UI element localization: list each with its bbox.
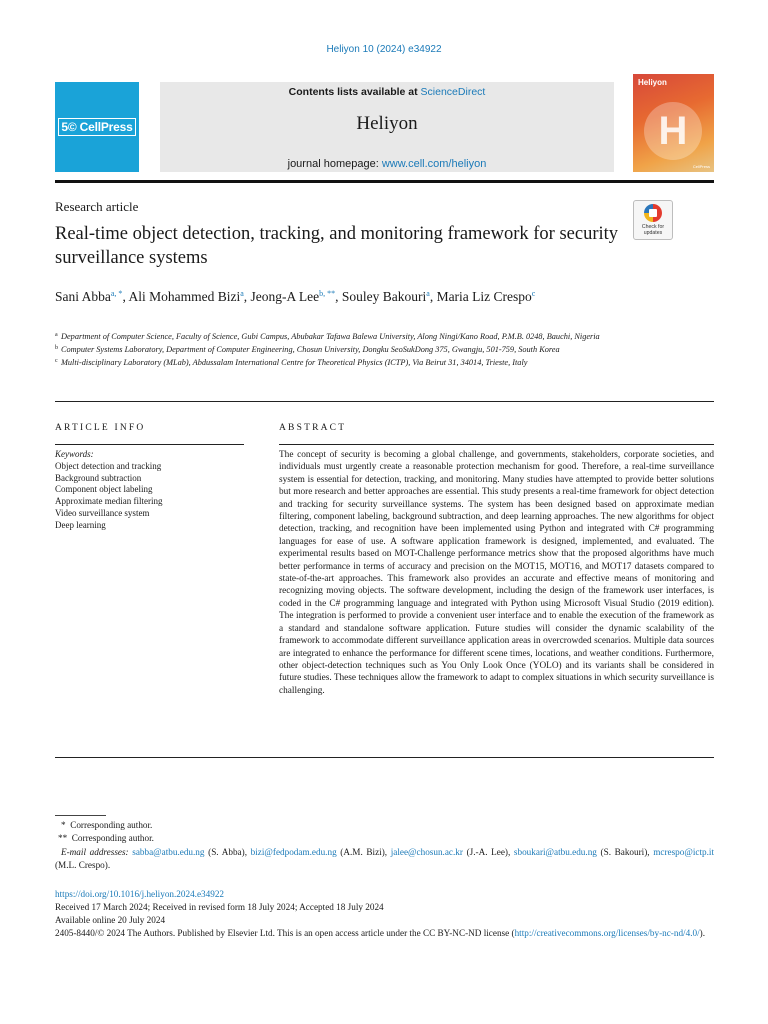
author-sep: , xyxy=(335,289,342,304)
journal-cover[interactable] xyxy=(633,74,714,172)
affiliation-item xyxy=(55,331,625,343)
cover-publisher: CellPress xyxy=(692,164,710,169)
author-list xyxy=(55,284,615,307)
author-sep: , xyxy=(122,289,129,304)
cover-title: Heliyon xyxy=(638,78,667,87)
affiliation-text: Computer Systems Laboratory, Department of Computer Engineering, Chosun University, Dongku SeoSukDong 375, Gwangju, 501-759, South Korea xyxy=(61,345,560,354)
check-for-updates-button[interactable] xyxy=(633,200,673,240)
email-link[interactable]: mcrespo@ictp.it xyxy=(653,846,714,857)
journal-name: Heliyon xyxy=(356,113,418,134)
affiliation-item xyxy=(55,344,625,356)
publisher-logo xyxy=(55,82,139,172)
footnotes xyxy=(55,819,714,873)
corresponding-author-note xyxy=(55,819,714,832)
license-text: 2405-8440/© 2024 The Authors. Published by Elsevier Ltd. This is an open access article under the CC BY-NC-ND license ( xyxy=(55,928,515,938)
email-owner: (S. Bakouri), xyxy=(596,846,654,857)
affiliation-mark: c xyxy=(55,358,58,364)
author-name: Ali Mohammed Bizi xyxy=(128,289,241,304)
author-sep: , xyxy=(429,289,437,304)
email-owner: (M.L. Crespo). xyxy=(55,860,111,871)
contents-line xyxy=(160,86,614,98)
received-dates: Received 17 March 2024; Received in revised form 18 July 2024; Accepted 18 July 2024 xyxy=(55,902,384,912)
author-affil-mark[interactable]: c xyxy=(531,289,536,298)
keyword-item: Deep learning xyxy=(55,519,106,530)
author-name: Jeong-A Lee xyxy=(250,289,320,304)
affiliation-text: Department of Computer Science, Faculty of Science, Gubi Campus, Abubakar Tafawa Balewa University, Along Ningi/Kano Road, P.M.B. 0248, Bauchi, Nigeria xyxy=(61,332,600,341)
footnote-text: Corresponding author. xyxy=(71,833,154,844)
abstract-heading: ABSTRACT xyxy=(279,423,347,433)
affiliation-text: Multi-disciplinary Laboratory (MLab), Abdussalam International Centre for Theoretical Physics (ICTP), Via Beirut 31, 34014, Trieste, Italy xyxy=(61,358,528,367)
footnote-mark: ** xyxy=(58,833,68,844)
email-owner: (A.M. Bizi), xyxy=(336,846,391,857)
affiliation-mark: a xyxy=(55,332,58,338)
header-rule xyxy=(55,180,714,183)
cover-mark: H xyxy=(644,102,702,160)
publication-info xyxy=(55,888,714,940)
author-sep: , xyxy=(243,289,251,304)
publisher-logo-text: 5© CellPress xyxy=(58,118,135,136)
abstract-text: The concept of security is becoming a global challenge, and governments, stakeholders, corporate societies, and individuals must urgently create a reasonable protection mechanism for good. Therefore, a real-time surveillance system is essential for detection, tracking, and monitoring. Many studies have attempted to provide better solutions but more research and better approaches are essential. This study presents a real-time framework for object detection and tracking for security surveillance systems. The system has been designed based on approximate median filtering, component labeling, background subtraction, and deep learning approaches. The new algorithms for object detection, tracking, and recognition have been implemented using Python and integrated with C# programming languages for ease of use. A software application framework is designed, implemented, and evaluated. The experimental results based on MOT-Challenge performance metrics show that the proposed algorithms have much better performance in terms of accuracy and precision on the MOT15, MOT16, and MOT17 datasets compared to state-of-the-art approaches. This framework also provides an accurate and effective means of monitoring and recognizing moving objects. The software development, including the design of the framework user interfaces, is coded in the C# programming language and integrated with Python using Microsoft Visual Studio (2019 edition). The integration is performed to provide a convenient user interface and to enable the execution of the framework as a standard and standalone software application. Future studies will consider the dynamic scalability of the framework to accommodate different surveillance application areas in overcrowded scenarios. Multiple data sources are integrated to enhance the performance for different scene times, locations, and weather conditions. Furthermore, other object-detection techniques such as You Only Look Once (YOLO) and its variants shall be considered in future studies. These techniques allow the framework to adapt to complex situations in which security surveillance is challenging. xyxy=(279,450,714,696)
author-affil-mark[interactable]: a, * xyxy=(110,289,123,298)
keyword-item: Object detection and tracking xyxy=(55,460,162,471)
author-name: Souley Bakouri xyxy=(341,289,427,304)
email-owner: (J.-A. Lee), xyxy=(462,846,514,857)
article-type: Research article xyxy=(55,199,139,214)
author-affil-mark[interactable]: a xyxy=(426,289,430,298)
email-link[interactable]: sabba@atbu.edu.ng xyxy=(132,846,205,857)
journal-citation: Heliyon 10 (2024) e34922 xyxy=(326,44,442,55)
author-affil-mark[interactable]: b, ** xyxy=(319,289,336,298)
license-text-end: ). xyxy=(699,928,705,938)
keyword-item: Approximate median filtering xyxy=(55,496,163,507)
available-online: Available online 20 July 2024 xyxy=(55,915,166,925)
homepage-line xyxy=(160,158,614,170)
license-link[interactable]: http://creativecommons.org/licenses/by-nc-nd/4.0/ xyxy=(514,928,700,938)
doi-link[interactable]: https://doi.org/10.1016/j.heliyon.2024.e34922 xyxy=(55,889,225,899)
contents-prefix: Contents lists available at xyxy=(288,86,421,98)
email-addresses xyxy=(55,846,714,873)
footnote-rule xyxy=(55,815,106,816)
article-info-rule xyxy=(55,444,244,445)
abstract-rule xyxy=(279,444,714,445)
license-statement xyxy=(55,927,714,940)
abstract-bottom-rule xyxy=(55,757,714,758)
email-link[interactable]: bizi@fedpodam.edu.ng xyxy=(250,846,337,857)
keywords-block xyxy=(55,449,245,532)
footnote-mark: * xyxy=(61,820,66,830)
keyword-item: Background subtraction xyxy=(55,472,142,483)
author-name: Sani Abba xyxy=(55,289,111,304)
sciencedirect-link[interactable]: ScienceDirect xyxy=(420,86,486,98)
email-label: E-mail addresses: xyxy=(61,846,129,857)
footnote-text: Corresponding author. xyxy=(70,820,153,830)
journal-masthead xyxy=(160,82,614,172)
homepage-prefix: journal homepage: xyxy=(287,158,382,170)
keyword-item: Video surveillance system xyxy=(55,507,150,518)
author-name: Maria Liz Crespo xyxy=(436,289,532,304)
affiliations xyxy=(55,331,625,370)
corresponding-author-note xyxy=(55,832,714,845)
affiliations-rule xyxy=(55,401,714,402)
article-title: Real-time object detection, tracking, and monitoring framework for security surveillance systems xyxy=(55,224,619,268)
homepage-link[interactable]: www.cell.com/heliyon xyxy=(381,158,487,170)
email-link[interactable]: jalee@chosun.ac.kr xyxy=(390,846,463,857)
keywords-label: Keywords: xyxy=(55,449,94,459)
email-link[interactable]: sboukari@atbu.edu.ng xyxy=(513,846,597,857)
affiliation-item xyxy=(55,357,625,369)
check-updates-icon xyxy=(644,204,662,222)
article-info-heading: ARTICLE INFO xyxy=(55,423,146,433)
author-affil-mark[interactable]: a xyxy=(240,289,244,298)
check-updates-label: Check for updates xyxy=(641,224,665,236)
email-owner: (S. Abba), xyxy=(204,846,251,857)
keyword-item: Component object labeling xyxy=(55,484,153,495)
affiliation-mark: b xyxy=(55,345,58,351)
